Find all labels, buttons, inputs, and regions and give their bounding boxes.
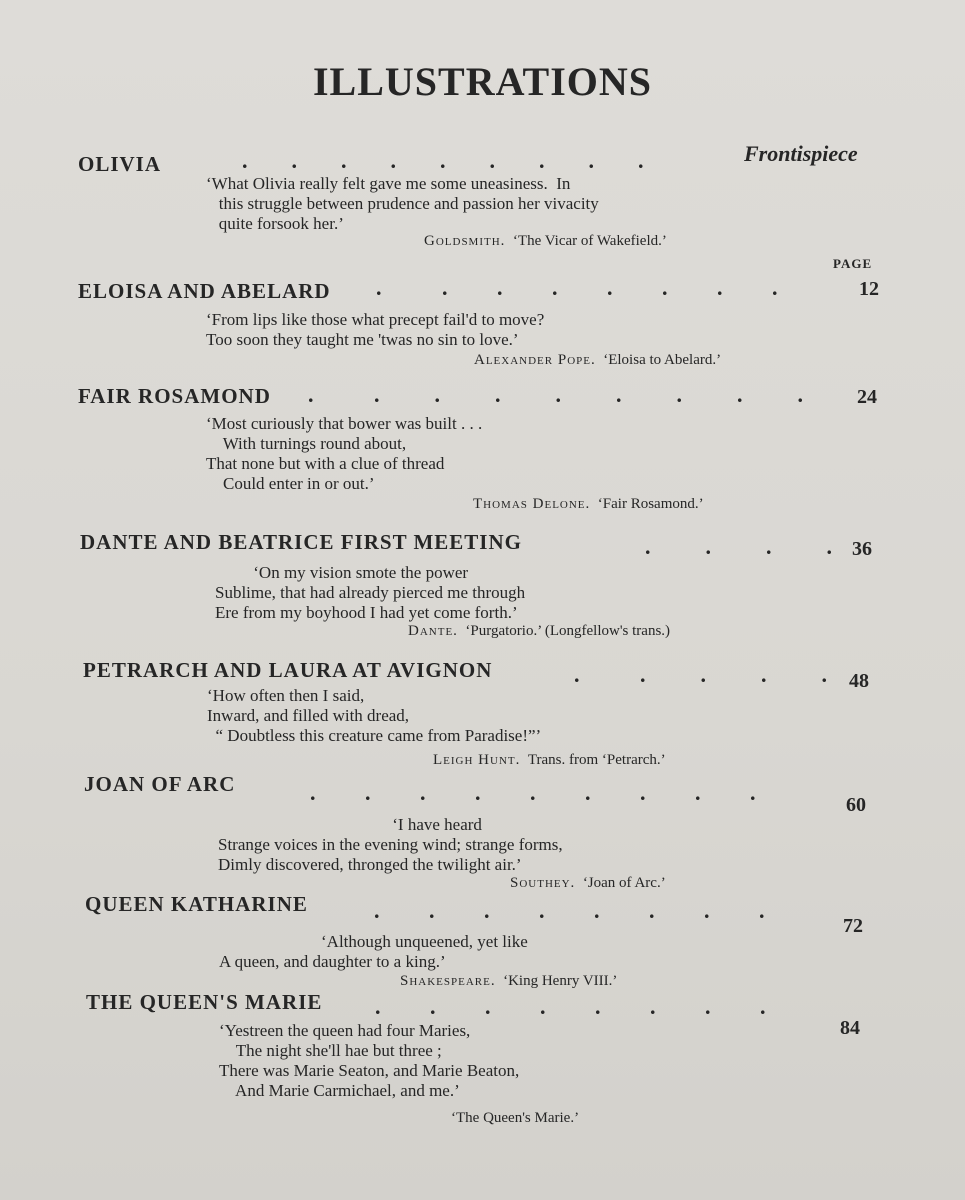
quote-dante: ‘On my vision smote the power Sublime, that had already pierced me through Ere from my boyhood I had yet come forth.’ [215,563,526,622]
entry-title-katharine: QUEEN KATHARINE [85,892,308,916]
attribution-joan [510,875,666,892]
work-olivia: ‘The Vicar of Wakefield.’ [512,233,667,249]
author-dante: Dante. [408,623,458,639]
page-title: ILLUSTRATIONS [312,59,653,104]
quote-queens-marie: ‘Yestreen the queen had four Maries, The night she'll hae but three ; There was Marie Seaton, and Marie Beaton, And Marie Carmichael, and me.’ [219,1021,520,1100]
page-ref-dante: 36 [852,538,872,560]
quote-rosamond: ‘Most curiously that bower was built . . . With turnings round about, That none but with a clue of thread Could enter in or out.’ [206,414,483,493]
page-column-header: PAGE [833,256,873,271]
entry-title-joan: JOAN OF ARC [84,772,236,796]
work-joan: ‘Joan of Arc.’ [582,875,666,891]
page-ref-joan: 60 [846,794,866,816]
attribution-rosamond [473,496,704,513]
page-ref-rosamond: 24 [857,386,877,408]
author-joan: Southey. [510,875,576,891]
attribution-dante [408,623,670,640]
work-queens-marie: ‘The Queen's Marie.’ [451,1110,580,1126]
quote-katharine: ‘Although unqueened, yet like A queen, and daughter to a king.’ [219,932,528,971]
leader-dots: . . . . . . . . . [310,780,756,805]
attribution-petrarch [433,752,666,769]
work-katharine: ‘King Henry VIII.’ [503,973,618,989]
quote-olivia: ‘What Olivia really felt gave me some uneasiness. In this struggle between prudence and passion her vivacity quite forsook her.’ [206,174,599,233]
entry-title-queens-marie: THE QUEEN'S MARIE [86,990,323,1014]
leader-dots: . . . . . . . . . [308,382,803,407]
attribution-eloisa [474,352,721,369]
entry-title-eloisa: ELOISA AND ABELARD [78,279,331,303]
entry-title-rosamond: FAIR ROSAMOND [78,384,271,408]
entry-title-dante: DANTE AND BEATRICE FIRST MEETING [80,530,522,554]
leader-dots: . . . . . [574,662,827,687]
page-ref-petrarch: 48 [849,670,869,692]
page-ref-eloisa: 12 [859,278,879,300]
attribution-queens-marie [451,1110,579,1127]
quote-joan: ‘I have heard Strange voices in the evening wind; strange forms, Dimly discovered, thronged the twilight air.’ [218,815,563,874]
entry-title-petrarch: PETRARCH AND LAURA AT AVIGNON [83,658,493,682]
leader-dots: . . . . . . . . [375,994,766,1019]
author-petrarch: Leigh Hunt. [433,752,521,768]
work-eloisa: ‘Eloisa to Abelard.’ [603,352,722,368]
author-olivia: Goldsmith. [424,233,506,249]
leader-dots: . . . . . . . . [376,275,778,300]
work-petrarch: Trans. from ‘Petrarch.’ [527,752,666,768]
attribution-olivia [424,233,667,250]
entry-title-olivia: OLIVIA [78,152,162,176]
work-dante: ‘Purgatorio.’ (Longfellow's trans.) [465,623,671,639]
author-eloisa: Alexander Pope. [474,352,596,368]
quote-petrarch: ‘How often then I said, Inward, and filled with dread, “ Doubtless this creature came from Paradise!”’ [207,686,542,745]
leader-dots: . . . . . . . . . [242,148,644,173]
page-ref-queens-marie: 84 [840,1017,860,1039]
leader-dots: . . . . [645,534,832,559]
attribution-katharine [400,973,617,990]
quote-eloisa: ‘From lips like those what precept fail'd to move? Too soon they taught me 'twas no sin to love.’ [206,310,545,349]
page-ref-katharine: 72 [843,915,863,937]
author-rosamond: Thomas Delone. [473,496,591,512]
work-rosamond: ‘Fair Rosamond.’ [597,496,704,512]
author-katharine: Shakespeare. [400,973,496,989]
page-ref-olivia: Frontispiece [744,141,858,166]
leader-dots: . . . . . . . . [374,898,765,923]
